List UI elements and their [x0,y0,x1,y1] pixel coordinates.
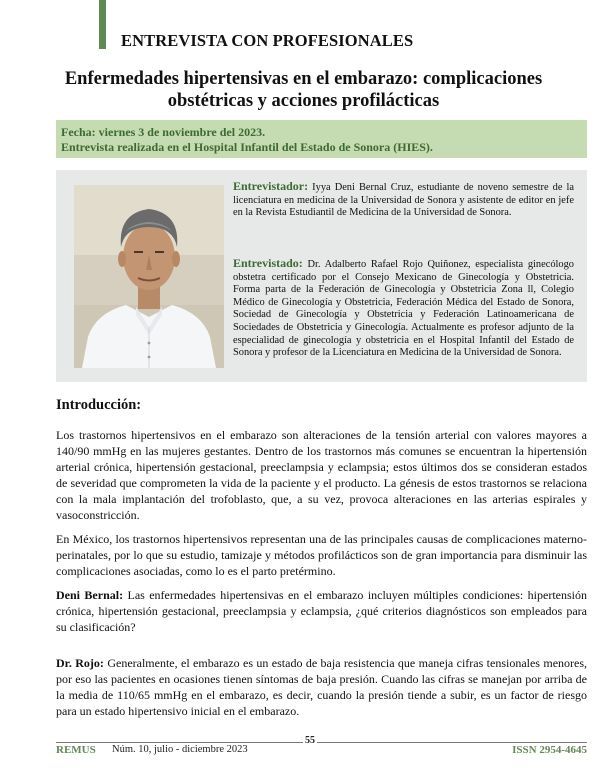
footer-page-number: 55 [305,735,315,746]
article-title-line-2: obstétricas y acciones profilácticas [167,91,440,111]
footer-divider [56,742,587,743]
interviewee-photo [74,185,224,368]
footer-issue: Núm. 10, julio - diciembre 2023 [112,744,248,755]
answer-1 [56,655,587,719]
intro-paragraph-1: Los trastornos hipertensivos en el embarazo son alteraciones de la tensión arterial con valores mayores a 140/90 mmHg en las mujeres gestantes. Dentro de los trastornos más comunes se encuentran la hipertensión arterial crónica, hipertensión gestacional, preeclampsia y eclampsia; estos últimos dos se consideran estados de severidad que comprometen la vida de la paciente y el producto. La génesis de estos trastornos se relaciona con la mala implantación del trofoblasto, que, a su vez, provoca alteraciones en las arterias espirales y vasoconstricción. [56,428,587,522]
bio-box [56,170,587,382]
article-title-line-1: Enfermedades hipertensivas en el embarazo: complicaciones [64,69,543,89]
section-title: ENTREVISTA CON PROFESIONALES [121,31,414,50]
intro-heading: Introducción: [56,397,142,413]
footer-journal-name: REMUS [56,744,96,756]
interview-meta-box [56,120,587,158]
section-accent-bar [99,0,106,49]
interviewer-text: Iyya Deni Bernal Cruz, estudiante de noveno semestre de la licenciatura en medicina de la Universidad de Sonora y asistente de editor en jefe en la Revista Estudiantil de Medicina de la Universidad de Sonora. [233,182,574,219]
interviewer-label: Entrevistador: [233,179,309,193]
question-1-speaker: Deni Bernal: [56,588,124,602]
article-title [40,68,567,112]
interviewee-text: Dr. Adalberto Rafael Rojo Quiñonez, especialista ginecólogo obstetra certificado por el Consejo Mexicano de Ginecología y Obstetricia. Forma parta de la Federación de Ginecología y Obstetricia Zona ll, Colegio Médico de Ginecología y Obstetricia, Federación Médica del Estado de Sonora, Sociedad de Ginecología y Obstetricia y Federación Latinoamericana de Sociedades de Obstetricia y Ginecología. Actualmente es profesor adjunto de la especialidad de ginecología y obstetricia en el Hospital Infantil del Estado de Sonora y profesor de la Licenciatura en Medicina de la Universidad de Sonora. [233,259,574,359]
question-1-text: Las enfermedades hipertensivas en el embarazo incluyen múltiples condiciones: hipertensión crónica, hipertensión gestacional, preeclampsia y eclampsia, ¿qué criterios diagnósticos son empleados para su clasificación? [56,588,587,634]
portrait-illustration [74,185,224,368]
answer-1-speaker: Dr. Rojo: [56,656,104,670]
interview-date: Fecha: viernes 3 de noviembre del 2023. [61,125,266,139]
interviewee-label: Entrevistado: [233,256,303,270]
answer-1-text: Generalmente, el embarazo es un estado de baja resistencia que maneja cifras tensionales menores, por eso las pacientes en ocasiones tienen síntomas de baja presión. Cuando las cifras se manejan por arriba de la media de 110/65 mmHg en el embarazo, es decir, cuando la presión tiende a subir, es un factor de riesgo para un estado hipertensivo inicial en el embarazo. [56,656,588,718]
intro-paragraph-2: En México, los trastornos hipertensivos representan una de las principales causas de complicaciones materno-perinatales, por lo que su estudio, tamizaje y métodos profilácticos son de gran importancia para disminuir las complicaciones asociadas, como lo es el parto pretérmino. [56,532,587,578]
interview-place: Entrevista realizada en el Hospital Infantil del Estado de Sonora (HIES). [61,140,433,154]
footer-issn: ISSN 2954-4645 [512,744,587,756]
interviewer-bio [233,180,574,220]
interviewee-bio [233,257,574,360]
question-1 [56,587,587,635]
